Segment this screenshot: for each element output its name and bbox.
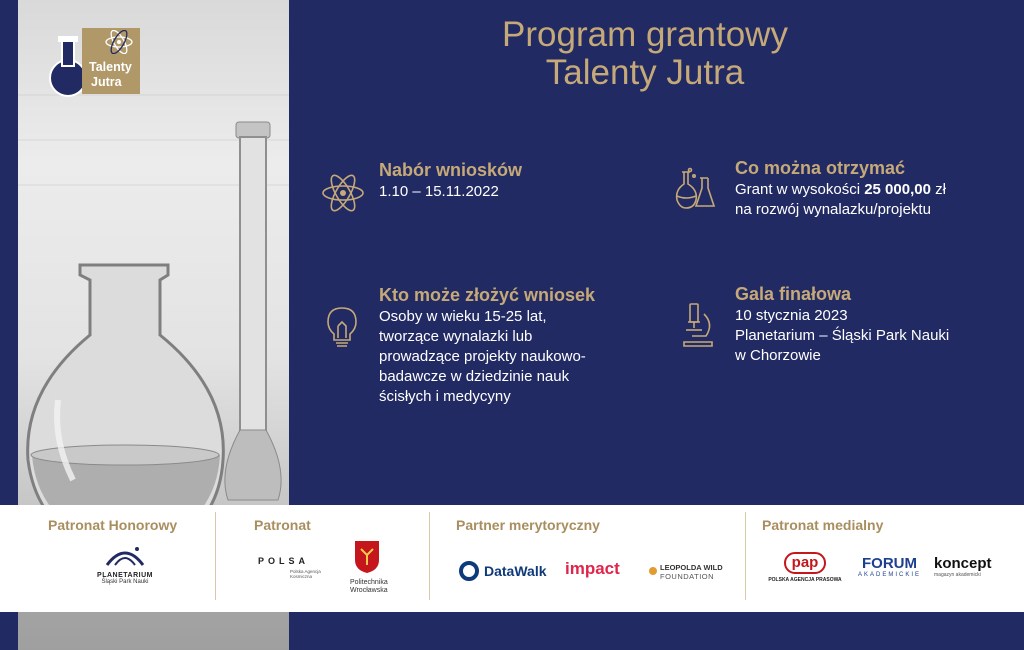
leopolda-name-1: LEOPOLDA WILD [660,563,723,572]
koncept-sub: magazyn akademicki [934,572,981,578]
nabor-heading: Nabór wniosków [379,160,523,180]
kto-line-5: ścisłych i medycyny [379,388,511,405]
otrzymac-heading: Co można otrzymać [735,158,906,178]
pwr-name-1: Politechnika [350,579,388,586]
gala-venue: Planetarium – Śląski Park Nauki [735,327,950,344]
gala-heading: Gala finałowa [735,284,852,304]
atom-icon [320,170,366,216]
grant-currency: zł [930,181,946,198]
impact-logo: impact [565,559,620,578]
leopolda-sun-icon [648,566,658,576]
kto-line-2: tworzące wynalazki lub [379,328,533,345]
title-line-1: Program grantowy [502,15,788,54]
kto-line-3: prowadzące projekty naukowo- [379,348,586,365]
planetarium-sub: Śląski Park Nauki [101,579,149,585]
datawalk-ring-icon [458,560,480,582]
pap-sub: POLSKA AGENCJA PRASOWA [768,577,842,583]
light-bulb-icon [322,302,362,350]
otrzymac-line-1 [735,180,946,200]
planetarium-dome-icon [103,543,147,567]
divider [745,512,746,600]
grant-prefix: Grant w wysokości [735,181,865,198]
nabor-dates: 1.10 – 15.11.2022 [379,183,499,200]
leopolda-wild-logo [648,563,734,581]
section-kto [379,285,595,407]
otrzymac-line-2: na rozwój wynalazku/projektu [735,201,931,218]
divider [215,512,216,600]
patronat-honorowy-label: Patronat Honorowy [48,517,178,533]
partner-merytoryczny-label: Partner merytoryczny [456,517,600,533]
koncept-name: koncept [934,555,992,572]
kto-line-1: Osoby w wieku 15-25 lat, [379,308,547,325]
planetarium-logo [80,543,170,593]
pwr-crest-icon [354,540,380,574]
section-nabor [379,160,522,202]
gala-date: 10 stycznia 2023 [735,307,848,324]
title-line-2: Talenty Jutra [545,53,745,92]
kto-line-4: badawcze w dziedzinie nauk [379,368,570,385]
pwr-name-2: Wrocławska [350,587,388,594]
polsa-logo [258,556,334,579]
lab-flasks-icon [672,166,718,212]
patronat-label: Patronat [254,517,311,533]
datawalk-logo [458,560,547,582]
atom-logo-icon [104,30,134,54]
patronat-medialny-label: Patronat medialny [762,517,884,533]
polsa-name: POLSA [258,556,310,566]
grant-amount: 25 000,00 [864,181,931,198]
forum-akademickie-logo [858,556,921,578]
politechnika-wroclawska-logo [350,540,410,595]
datawalk-name: DataWalk [484,563,547,579]
polsa-sub-2: Kosmiczna [290,574,313,579]
pap-logo [766,552,844,583]
logo-line-1: Talenty [89,60,132,74]
logo-line-2: Jutra [91,75,122,89]
microscope-icon [676,300,718,348]
gala-city: w Chorzowie [735,347,821,364]
divider [429,512,430,600]
kto-heading: Kto może złożyć wniosek [379,285,596,305]
section-otrzymac [735,158,946,220]
forum-sub: AKADEMICKIE [858,572,922,578]
planetarium-name: PLANETARIUM [97,572,153,579]
leopolda-name-2: FOUNDATION [660,572,715,581]
page-title [440,16,850,92]
section-gala [735,284,949,366]
forum-name: FORUM [862,555,917,572]
talenty-jutra-logo [44,22,144,102]
polsa-sub-1: Polska Agencja [290,569,321,574]
koncept-logo [934,556,992,578]
pap-name: pap [784,552,827,574]
